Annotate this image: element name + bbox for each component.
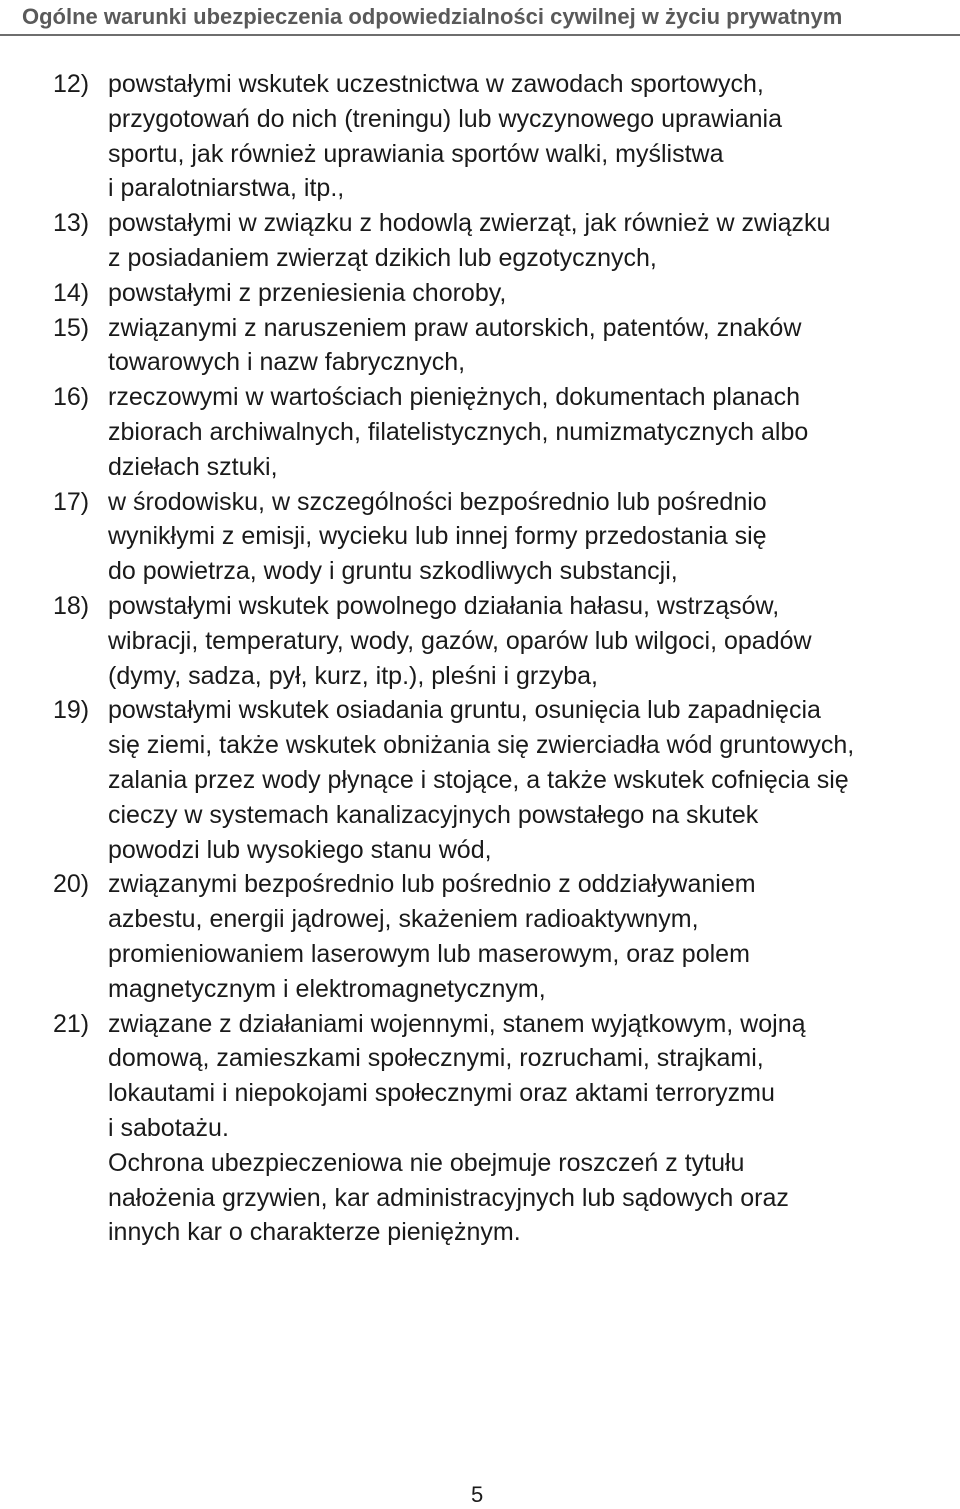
list-item-text: [108, 206, 960, 276]
text-line: powstałymi wskutek osiadania gruntu, osunięcia lub zapadnięcia: [108, 696, 821, 725]
closing-note: [108, 1146, 960, 1250]
text-line: zalania przez wody płynące i stojące, a także wskutek cofnięcia się: [108, 765, 849, 794]
text-line: powstałymi z przeniesienia choroby,: [108, 278, 507, 307]
list-item: [0, 693, 960, 867]
list-item: [0, 276, 960, 311]
text-line: (dymy, sadza, pył, kurz, itp.), pleśni i grzyba,: [108, 661, 598, 690]
text-line: azbestu, energii jądrowej, skażeniem radioaktywnym,: [108, 905, 699, 934]
list-item-text: [108, 867, 960, 1006]
text-line: Ochrona ubezpieczeniowa nie obejmuje roszczeń z tytułu: [108, 1148, 745, 1177]
exclusion-list: [0, 67, 960, 1250]
text-line: się ziemi, także wskutek obniżania się zwierciadła wód gruntowych,: [108, 731, 855, 760]
list-item-number: 16): [53, 383, 90, 412]
text-line: magnetycznym i elektromagnetycznym,: [108, 974, 546, 1003]
list-item: [0, 589, 960, 693]
text-line: towarowych i nazw fabrycznych,: [108, 348, 466, 377]
text-line: związane z działaniami wojennymi, stanem wyjątkowym, wojną: [108, 1009, 806, 1038]
list-item-number: 17): [53, 487, 90, 516]
list-item-text: [108, 589, 960, 693]
list-item-text: [108, 380, 960, 484]
list-item: [0, 311, 960, 381]
text-line: do powietrza, wody i gruntu szkodliwych substancji,: [108, 557, 678, 586]
text-line: sportu, jak również uprawiania sportów walki, myślistwa: [108, 139, 724, 168]
text-line: domową, zamieszkami społecznymi, rozruchami, strajkami,: [108, 1044, 764, 1073]
list-item-number: 21): [53, 1009, 90, 1038]
list-item: [0, 67, 960, 206]
list-item-text: [108, 1007, 960, 1146]
list-item: [0, 206, 960, 276]
list-item-text: [108, 485, 960, 589]
document-title: Ogólne warunki ubezpieczenia odpowiedzialności cywilnej w życiu prywatnym: [22, 4, 843, 29]
text-line: rzeczowymi w wartościach pieniężnych, dokumentach planach: [108, 383, 800, 412]
list-item-text: [108, 276, 960, 311]
list-item-number: 15): [53, 313, 90, 342]
list-item: [0, 485, 960, 589]
list-item: [0, 380, 960, 484]
list-item-text: [108, 311, 960, 381]
list-item-number: 12): [53, 70, 90, 98]
text-line: nałożenia grzywien, kar administracyjnych lub sądowych oraz: [108, 1183, 789, 1212]
list-item: [0, 1007, 960, 1146]
text-line: i sabotażu.: [108, 1113, 229, 1142]
list-item-number: 18): [53, 591, 90, 620]
text-line: cieczy w systemach kanalizacyjnych powstałego na skutek: [108, 800, 759, 829]
text-line: innych kar o charakterze pieniężnym.: [108, 1218, 521, 1247]
text-line: wibracji, temperatury, wody, gazów, oparów lub wilgoci, opadów: [108, 626, 812, 655]
list-item-number: 20): [53, 870, 90, 899]
page-number: 5: [471, 1482, 484, 1507]
text-line: związanymi z naruszeniem praw autorskich, patentów, znaków: [108, 313, 802, 342]
list-item-number: 13): [53, 209, 90, 238]
text-line: wynikłymi z emisji, wycieku lub innej formy przedostania się: [108, 522, 767, 551]
text-line: i paralotniarstwa, itp.,: [108, 174, 345, 203]
text-line: lokautami i niepokojami społecznymi oraz aktami terroryzmu: [108, 1079, 775, 1108]
text-line: w środowisku, w szczególności bezpośrednio lub pośrednio: [108, 487, 767, 516]
text-line: powodzi lub wysokiego stanu wód,: [108, 835, 492, 864]
list-item-text: [108, 693, 960, 867]
text-line: powstałymi w związku z hodowlą zwierząt, jak również w związku: [108, 209, 831, 238]
text-line: zbiorach archiwalnych, filatelistycznych, numizmatycznych albo: [108, 417, 809, 446]
text-line: z posiadaniem zwierząt dzikich lub egzotycznych,: [108, 243, 657, 272]
text-line: związanymi bezpośrednio lub pośrednio z oddziaływaniem: [108, 870, 756, 899]
list-item-number: 19): [53, 696, 90, 725]
list-item-text: [108, 67, 960, 206]
list-item-number: 14): [53, 278, 90, 307]
list-item: [0, 867, 960, 1006]
text-line: powstałymi wskutek uczestnictwa w zawodach sportowych,: [108, 70, 764, 98]
text-line: promieniowaniem laserowym lub maserowym, oraz polem: [108, 939, 750, 968]
page-header: [0, 0, 960, 36]
text-line: przygotowań do nich (treningu) lub wyczynowego uprawiania: [108, 104, 782, 133]
text-line: dziełach sztuki,: [108, 452, 278, 481]
text-line: powstałymi wskutek powolnego działania hałasu, wstrząsów,: [108, 591, 780, 620]
